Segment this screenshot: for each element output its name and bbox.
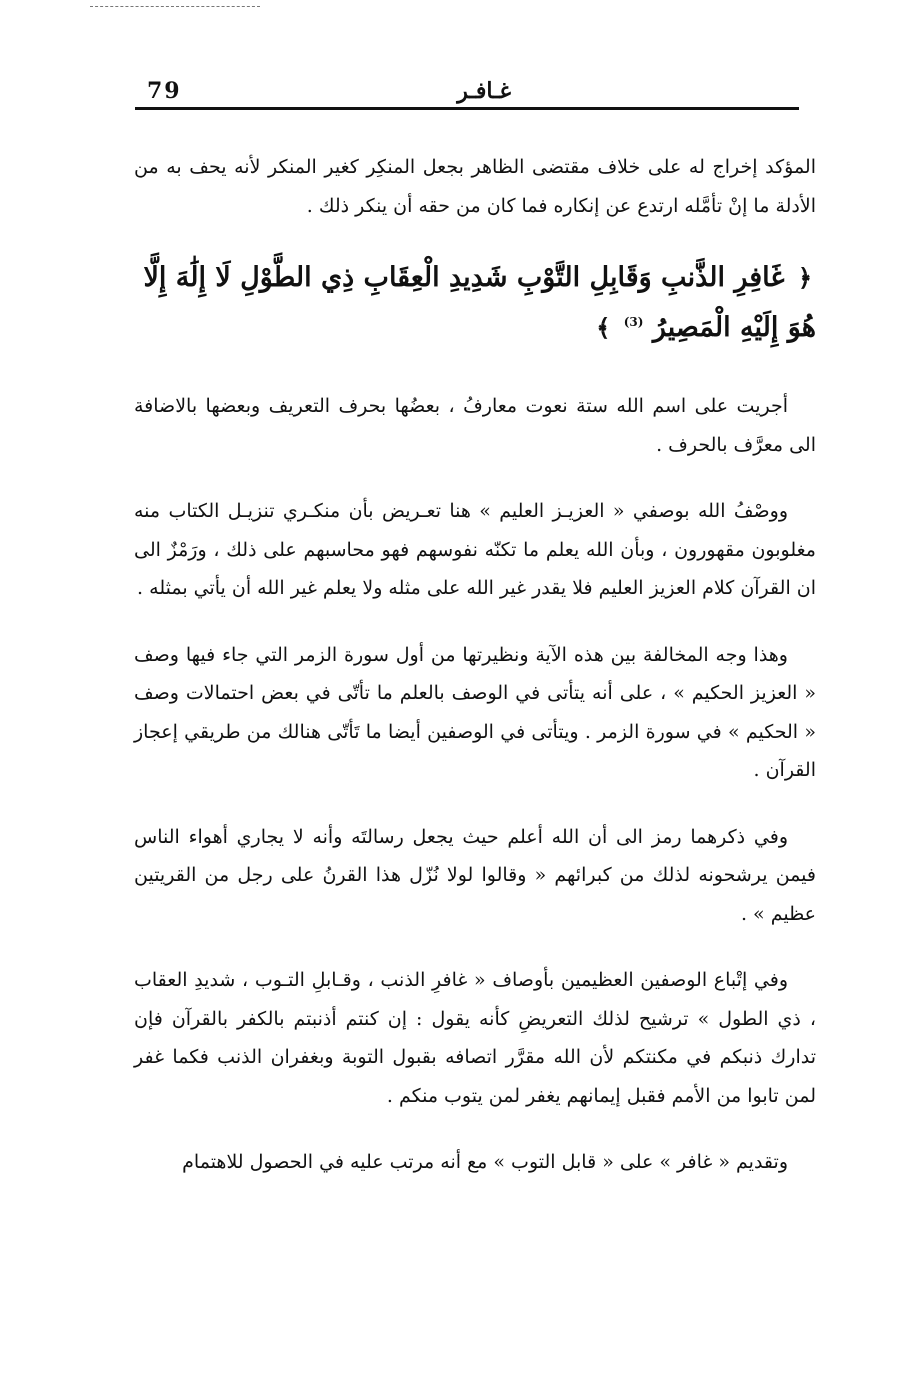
verse-open-bracket: ﴿: [797, 263, 812, 292]
paragraph-aziz-alim: ووصْفُ الله بوصفي « العزيـز العليم » هنا تعـريض بأن منكـري تنزيـل الكتاب منه مغلوبون مقهورون ، وبأن الله يعلم ما تكنّه نفوسهم فهو محاسبهم على ذلك ، ورَمْزٌ الى ان القرآن كلام العزيز العليم فلا يقدر غير الله على مثله ولا يعلم غير الله أن يأتي بمثله .: [134, 500, 816, 599]
footnote-marker: (3): [623, 315, 644, 329]
header-rule: [135, 107, 799, 110]
verse-text: غَافِرِ الذَّنبِ وَقَابِلِ التَّوْبِ شَدِيدِ الْعِقَابِ ذِي الطَّوْلِ لَا إِلَٰهَ إِلَّا هُوَ إِلَيْهِ الْمَصِيرُ: [143, 262, 816, 343]
quran-verse: [134, 253, 816, 353]
paragraph-zumar-comparison: وهذا وجه المخالفة بين هذه الآية ونظيرتها من أول سورة الزمر التي جاء فيها وصف « العزيز الحكيم » ، على أنه يتأتى في الوصف بالعلم ما تأتّى في بعض احتمالات وصف « الحكيم » في سورة الزمر . ويتأتى في الوصفين أيضا ما تَأتّى هنالك من طريقي إعجاز القرآن .: [134, 643, 816, 781]
page-body: [134, 148, 816, 1210]
page-header: [135, 78, 799, 110]
paragraph-attributes-tarshih: وفي إتْباع الوصفين العظيمين بأوصاف « غافرِ الذنب ، وقـابلِ التـوب ، شديدِ العقاب ، ذي الطول » ترشيح لذلك التعريضِ كأنه يقول : إن كنتم أذنبتم بالكفر بالقرآن فإن تدارك ذنبكم في مكنتكم لأن الله مقرَّر اتصافه بقبول التوبة وبغفران الذنب فكما غفر لمن تابوا من الأمم فقبل إيمانهم يغفر لمن يتوب منكم .: [134, 969, 816, 1107]
paragraph-ghafir-precedence: وتقديم « غافر » على « قابل التوب » مع أنه مرتب عليه في الحصول للاهتمام: [182, 1151, 788, 1173]
paragraph-six-attributes: أجريت على اسم الله ستة نعوت معارفُ ، بعضُها بحرف التعريف وبعضها بالاضافة الى معرَّف بالحرف .: [134, 395, 816, 456]
page-number: 79: [147, 78, 182, 104]
top-margin-rule: [90, 6, 260, 7]
paragraph-opening: المؤكد إخراج له على خلاف مقتضى الظاهر بجعل المنكِر كغير المنكر لأنه يحف به من الأدلة ما إنْ تأمَّله ارتدع عن إنكاره فما كان من حقه أن ينكر ذلك .: [134, 156, 816, 217]
paragraph-risala: وفي ذكرهما رمز الى أن الله أعلم حيث يجعل رسالتَه وأنه لا يجاري أهواء الناس فيمن يرشحونه لذلك من كبرائهم « وقالوا لولا نُزّل هذا القرنُ على رجل من القريتين عظيم » .: [134, 825, 816, 925]
running-title: غـافـر: [457, 78, 511, 104]
verse-close-bracket: ﴾: [596, 313, 611, 342]
